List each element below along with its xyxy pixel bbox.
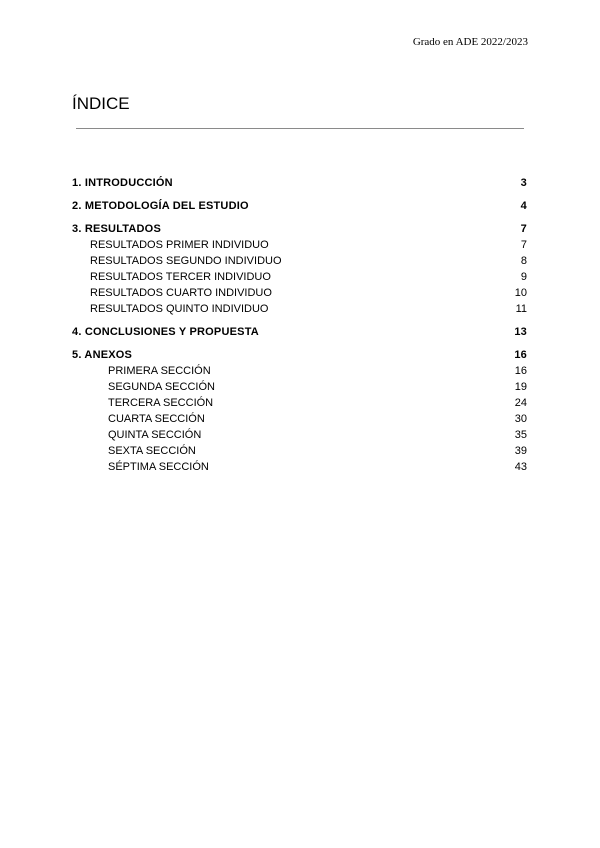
toc-entry-label: SÉPTIMA SECCIÓN — [108, 461, 209, 473]
toc-entry-page: 16 — [514, 349, 527, 361]
toc-entry-conclusiones[interactable] — [72, 324, 527, 340]
toc-entry-label: SEXTA SECCIÓN — [108, 445, 196, 457]
toc-entry-page: 30 — [514, 413, 527, 425]
toc-entry-page: 10 — [514, 287, 527, 299]
toc-entry-resultados-tercer[interactable] — [72, 269, 527, 285]
toc-entry-page: 43 — [514, 461, 527, 473]
toc-entry-anexos[interactable] — [72, 347, 527, 363]
toc-entry-label: RESULTADOS QUINTO INDIVIDUO — [90, 303, 269, 315]
toc-entry-label: RESULTADOS TERCER INDIVIDUO — [90, 271, 271, 283]
toc-entry-page: 11 — [515, 303, 527, 315]
toc-entry-resultados-quinto[interactable] — [72, 301, 527, 317]
toc-entry-page: 9 — [520, 271, 527, 283]
toc-entry-label: RESULTADOS CUARTO INDIVIDUO — [90, 287, 272, 299]
toc-entry-label: 1. INTRODUCCIÓN — [72, 177, 173, 189]
toc-entry-page: 8 — [520, 255, 527, 267]
toc-entry-label: CUARTA SECCIÓN — [108, 413, 205, 425]
toc-entry-page: 7 — [520, 239, 527, 251]
toc-entry-page: 4 — [520, 200, 527, 212]
toc-entry-resultados[interactable] — [72, 221, 527, 237]
toc-entry-resultados-primer[interactable] — [72, 237, 527, 253]
toc-entry-page: 35 — [514, 429, 527, 441]
toc-entry-page: 39 — [514, 445, 527, 457]
page-title: ÍNDICE — [72, 94, 130, 113]
toc-entry-metodologia[interactable] — [72, 198, 527, 214]
toc-entry-label: SEGUNDA SECCIÓN — [108, 381, 215, 393]
toc-entry-page: 7 — [520, 223, 527, 235]
toc-entry-resultados-cuarto[interactable] — [72, 285, 527, 301]
toc-entry-label: 5. ANEXOS — [72, 349, 133, 361]
toc-entry-page: 16 — [514, 365, 527, 377]
header-note: Grado en ADE 2022/2023 — [412, 36, 528, 48]
toc-entry-label: TERCERA SECCIÓN — [108, 397, 214, 409]
toc-entry-tercera-seccion[interactable] — [72, 395, 527, 411]
toc-entry-label: QUINTA SECCIÓN — [108, 429, 202, 441]
toc-entry-resultados-segundo[interactable] — [72, 253, 527, 269]
toc-entry-label: 3. RESULTADOS — [72, 223, 161, 235]
table-of-contents — [72, 175, 527, 475]
toc-entry-label: RESULTADOS SEGUNDO INDIVIDUO — [90, 255, 282, 267]
title-divider — [76, 128, 524, 129]
toc-entry-segunda-seccion[interactable] — [72, 379, 527, 395]
toc-entry-cuarta-seccion[interactable] — [72, 411, 527, 427]
toc-entry-introduccion[interactable] — [72, 175, 527, 191]
toc-entry-page: 3 — [520, 177, 527, 189]
toc-entry-primera-seccion[interactable] — [72, 363, 527, 379]
toc-entry-label: PRIMERA SECCIÓN — [108, 365, 211, 377]
toc-entry-septima-seccion[interactable] — [72, 459, 527, 475]
toc-entry-quinta-seccion[interactable] — [72, 427, 527, 443]
toc-entry-sexta-seccion[interactable] — [72, 443, 527, 459]
toc-entry-page: 24 — [514, 397, 527, 409]
toc-entry-page: 19 — [514, 381, 527, 393]
toc-entry-label: 4. CONCLUSIONES Y PROPUESTA — [72, 326, 259, 338]
toc-entry-label: 2. METODOLOGÍA DEL ESTUDIO — [72, 200, 249, 212]
toc-entry-page: 13 — [514, 326, 527, 338]
toc-entry-label: RESULTADOS PRIMER INDIVIDUO — [90, 239, 269, 251]
